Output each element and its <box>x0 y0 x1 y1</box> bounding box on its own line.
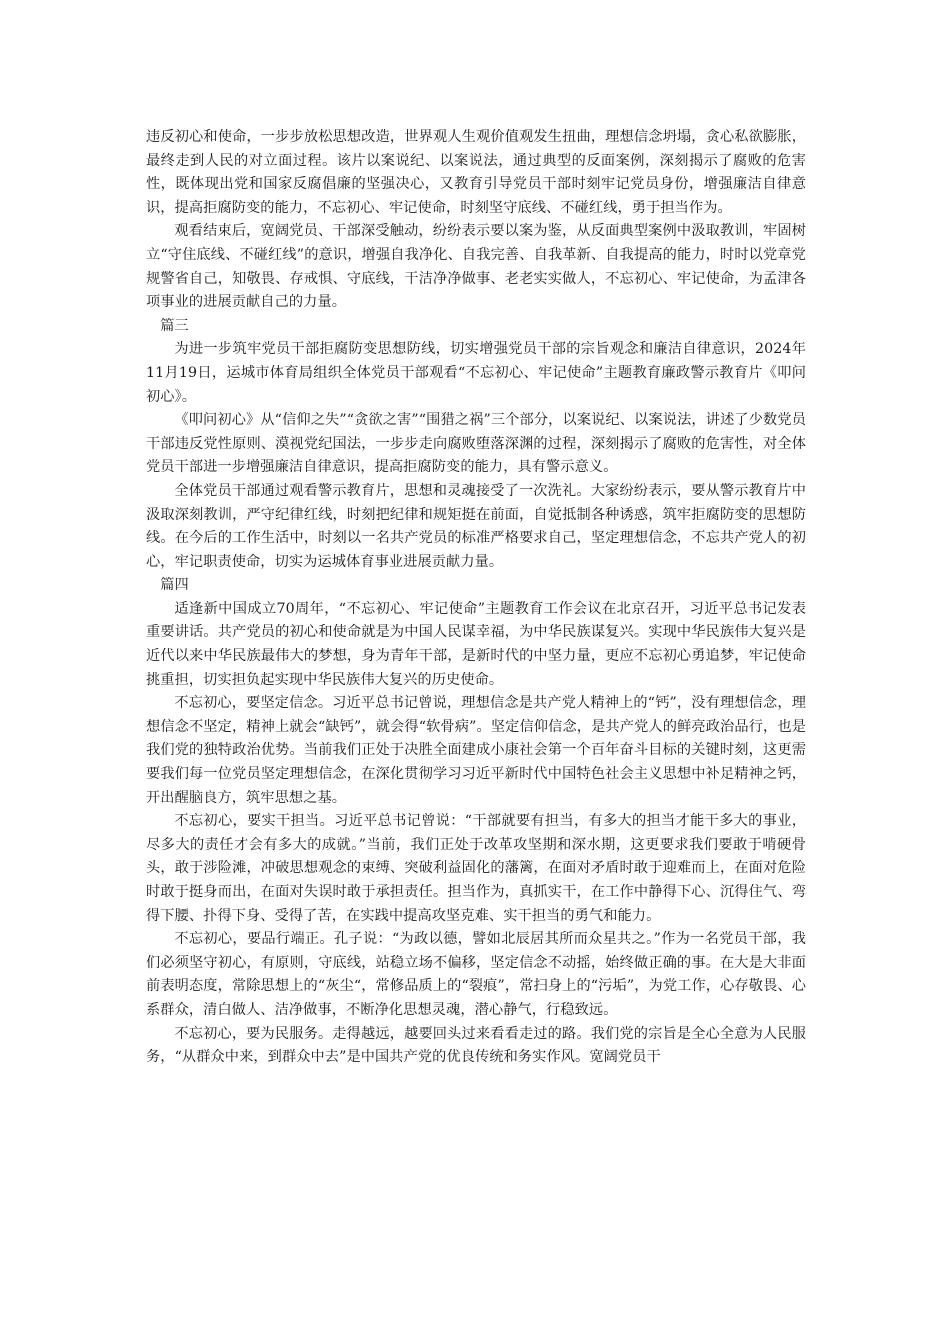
paragraph-4: 为进一步筑牢党员干部拒腐防变思想防线，切实增强党员干部的宗旨观念和廉洁自律意识，2024年11月19日，运城市体育局组织全体党员干部观看“不忘初心、牢记使命”主题教育廉政警示教育片《叩问初心》。 <box>146 341 806 405</box>
section-heading-4: 篇四 <box>160 577 189 594</box>
paragraph-10: 不忘初心，要实干担当。习近平总书记曾说：“干部就要有担当，有多大的担当才能干多大的事业，尽多大的责任才会有多大的成就。”当前，我们正处于改革攻坚期和深水期，这更要求我们要敢于啃硬骨头，敢于涉险滩，冲破思想观念的束缚、突破利益固化的藩篱，在面对矛盾时敢于迎难而上，在面对危险时敢于挺身而出，在面对失误时敢于承担责任。担当作为，真抓实干，在工作中静得下心、沉得住气、弯得下腰、扑得下身、受得了苦，在实践中提高攻坚克难、实干担当的勇气和能力。 <box>146 813 806 924</box>
section-heading-3: 篇三 <box>160 317 189 334</box>
paragraph-1: 违反初心和使命，一步步放松思想改造，世界观人生观价值观发生扭曲，理想信念坍塌，贪心私欲膨胀，最终走到人民的对立面过程。该片以案说纪、以案说法，通过典型的反面案例，深刻揭示了腐败的危害性，既体现出党和国家反腐倡廉的坚强决心，又教育引导党员干部时刻牢记党员身份，增强廉洁自律意识，提高拒腐防变的能力，不忘初心、牢记使命，时刻坚守底线、不碰红线，勇于担当作为。 <box>146 129 806 216</box>
document-body <box>146 126 806 1070</box>
paragraph-11: 不忘初心，要品行端正。孔子说：“为政以德，譬如北辰居其所而众星共之。”作为一名党员干部，我们必须坚守初心，有原则，守底线，站稳立场不偏移，坚定信念不动摇，始终做正确的事。在大是大非面前表明态度，常除思想上的“灰尘“，常修品质上的“裂痕”，常扫身上的“污垢”，为党工作，心存敬畏、心系群众，清白做人、洁净做事，不断净化思想灵魂，潜心静气，行稳致远。 <box>146 931 806 1018</box>
paragraph-2: 观看结束后，宽阔党员、干部深受触动，纷纷表示要以案为鉴，从反面典型案例中汲取教训，牢固树立“守住底线、不碰红线”的意识，增强自我净化、自我完善、自我革新、自我提高的能力，时时以党章党规警省自己，知敬畏、存戒惧、守底线，干洁净净做事、老老实实做人，不忘初心、牢记使命，为孟津各项事业的进展贡献自己的力量。 <box>146 223 806 311</box>
paragraph-9: 不忘初心，要坚定信念。习近平总书记曾说，理想信念是共产党人精神上的“钙”，没有理想信念，理想信念不坚定，精神上就会“缺钙”，就会得“软骨病”。坚定信仰信念，是共产党人的鲜亮政治品行，也是我们党的独特政治优势。当前我们正处于决胜全面建成小康社会第一个百年奋斗目标的关键时刻，这更需要我们每一位党员坚定理想信念，在深化贯彻学习习近平新时代中国特色社会主义思想中补足精神之钙，开出醒脑良方，筑牢思想之基。 <box>146 695 806 806</box>
paragraph-5: 《叩问初心》从“信仰之失”“贪欲之害”“围猎之祸”三个部分，以案说纪、以案说法，讲述了少数党员干部违反党性原则、漠视党纪国法，一步步走向腐败堕落深渊的过程，深刻揭示了腐败的危害性，对全体党员干部进一步增强廉洁自律意识，提高拒腐防变的能力，具有警示意义。 <box>146 412 806 476</box>
paragraph-12: 不忘初心，要为民服务。走得越远，越要回头过来看看走过的路。我们党的宗旨是全心全意为人民服务，“从群众中来，到群众中去”是中国共产党的优良传统和务实作风。宽阔党员干 <box>146 1025 806 1066</box>
paragraph-6: 全体党员干部通过观看警示教育片，思想和灵魂接受了一次洗礼。大家纷纷表示，要从警示教育片中汲取深刻教训，严守纪律红线，时刻把纪律和规矩挺在前面，自觉抵制各种诱惑，筑牢拒腐防变的思想防线。在今后的工作生活中，时刻以一名共产党员的标准严格要求自己，坚定理想信念，不忘共产党人的初心，牢记职责使命，切实为运城体育事业进展贡献力量。 <box>146 482 806 570</box>
paragraph-8: 适逢新中国成立70周年，“不忘初心、牢记使命”主题教育工作会议在北京召开，习近平总书记发表重要讲话。共产党员的初心和使命就是为中国人民谋幸福，为中华民族谋复兴。实现中华民族伟大复兴是近代以来中华民族最伟大的梦想，身为青年干部，是新时代的中坚力量，更应不忘初心勇追梦，牢记使命挑重担，切实担负起实现中华民族伟大复兴的历史使命。 <box>146 600 806 688</box>
